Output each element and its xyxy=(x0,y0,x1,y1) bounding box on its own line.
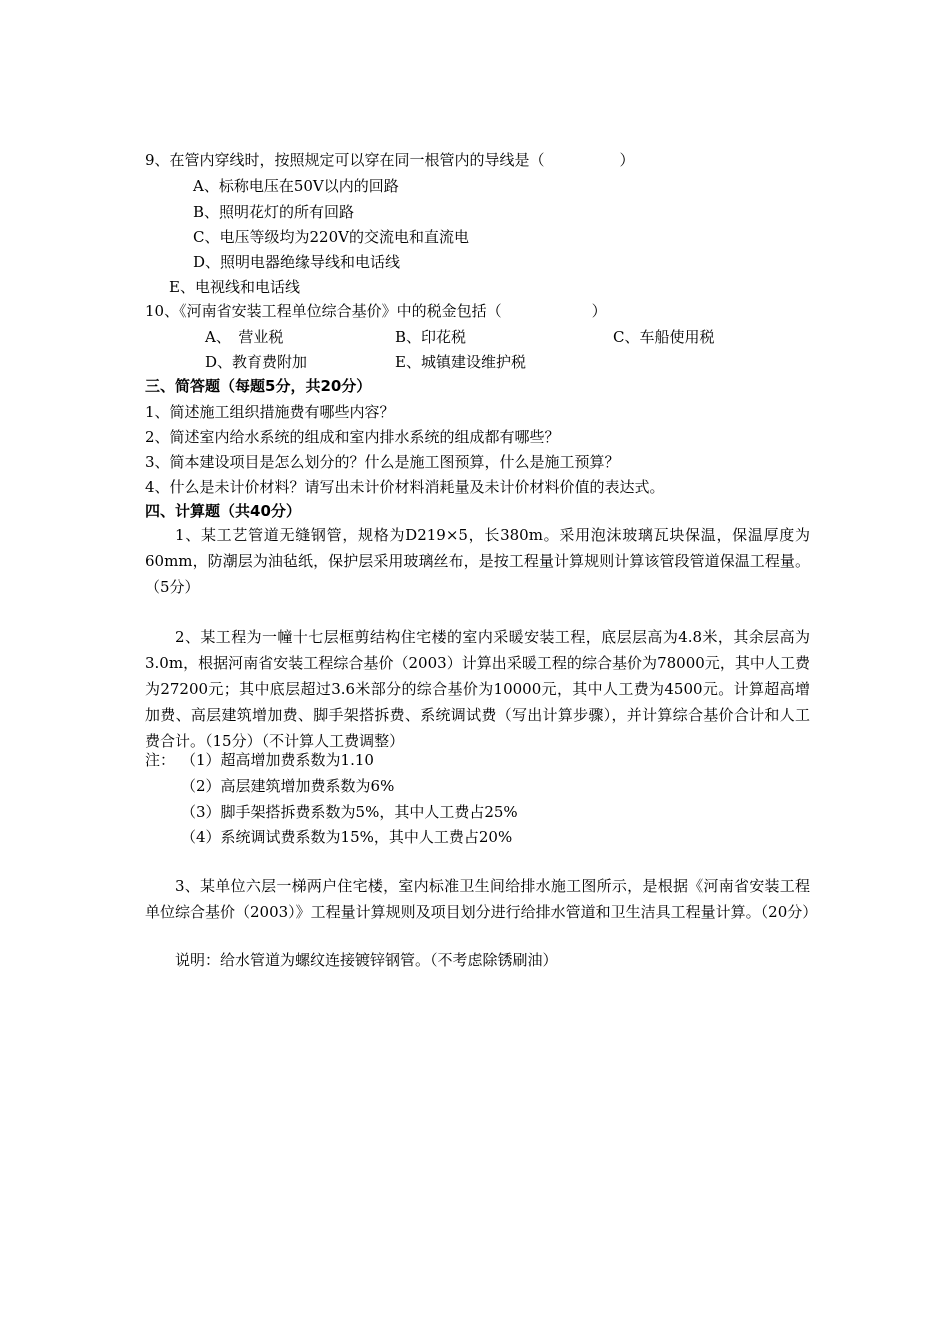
short-answer-3: 3、简本建设项目是怎么划分的？什么是施工图预算，什么是施工预算？ xyxy=(145,453,620,471)
question-10-option-a: A、 营业税 xyxy=(205,328,284,346)
calc-problem-3-note: 说明：给水管道为螺纹连接镀锌钢管。（不考虑除锈刷油） xyxy=(175,951,558,969)
question-9-option-b: B、照明花灯的所有回路 xyxy=(193,203,355,221)
calc-note-1: （1）超高增加费系数为1.10 xyxy=(181,751,374,769)
short-answer-2: 2、简述室内给水系统的组成和室内排水系统的组成都有哪些？ xyxy=(145,428,560,446)
calc-note-label: 注： xyxy=(145,751,176,769)
question-10-option-b: B、印花税 xyxy=(395,328,467,346)
question-9-option-a: A、标称电压在50V以内的回路 xyxy=(193,177,399,195)
calc-note-3: （3）脚手架搭拆费系数为5%，其中人工费占25% xyxy=(181,803,518,821)
section-4-title: 四、计算题（共40分） xyxy=(145,502,301,520)
question-9-option-c: C、电压等级均为220V的交流电和直流电 xyxy=(193,228,469,246)
short-answer-1: 1、简述施工组织措施费有哪些内容？ xyxy=(145,403,395,421)
calc-note-2: （2）高层建筑增加费系数为6% xyxy=(181,777,395,795)
question-9-option-e: E、电视线和电话线 xyxy=(169,278,300,296)
question-10-option-e: E、城镇建设维护税 xyxy=(395,353,526,371)
calc-problem-3: 3、某单位六层一梯两户住宅楼，室内标准卫生间给排水施工图所示，是根据《河南省安装工程单位综合基价（2003）》工程量计算规则及项目划分进行给排水管道和卫生洁具工程量计算。（20分） xyxy=(145,877,818,921)
calc-note-4: （4）系统调试费系数为15%，其中人工费占20% xyxy=(181,828,513,846)
question-9-option-d: D、照明电器绝缘导线和电话线 xyxy=(193,253,401,271)
calc-problem-2: 2、某工程为一幢十七层框剪结构住宅楼的室内采暖安装工程，底层层高为4.8米，其余层高为3.0m，根据河南省安装工程综合基价（2003）计算出采暖工程的综合基价为78000元，其中人工费为27200元；其中底层超过3.6米部分的综合基价为10000元，其中人工费为4500元。计算超高增加费、高层建筑增加费、脚手架搭拆费、系统调试费（写出计算步骤），并计算综合基价合计和人工费合计。（15分）（不计算人工费调整） xyxy=(145,628,810,750)
question-10-option-c: C、车船使用税 xyxy=(613,328,715,346)
calc-problem-1: 1、某工艺管道无缝钢管，规格为D219×5，长380m。采用泡沫玻璃瓦块保温，保温厚度为60mm，防潮层为油毡纸，保护层采用玻璃丝布，是按工程量计算规则计算该管段管道保温工程量。（5分） xyxy=(145,526,810,596)
question-10-stem: 10、《河南省安装工程单位综合基价》中的税金包括（ ） xyxy=(145,302,607,320)
section-3-title: 三、简答题（每题5分，共20分） xyxy=(145,377,372,395)
question-10-option-d: D、教育费附加 xyxy=(205,353,308,371)
short-answer-4: 4、什么是未计价材料？请写出未计价材料消耗量及未计价材料价值的表达式。 xyxy=(145,478,665,496)
question-9-stem: 9、在管内穿线时，按照规定可以穿在同一根管内的导线是（ ） xyxy=(145,151,635,169)
